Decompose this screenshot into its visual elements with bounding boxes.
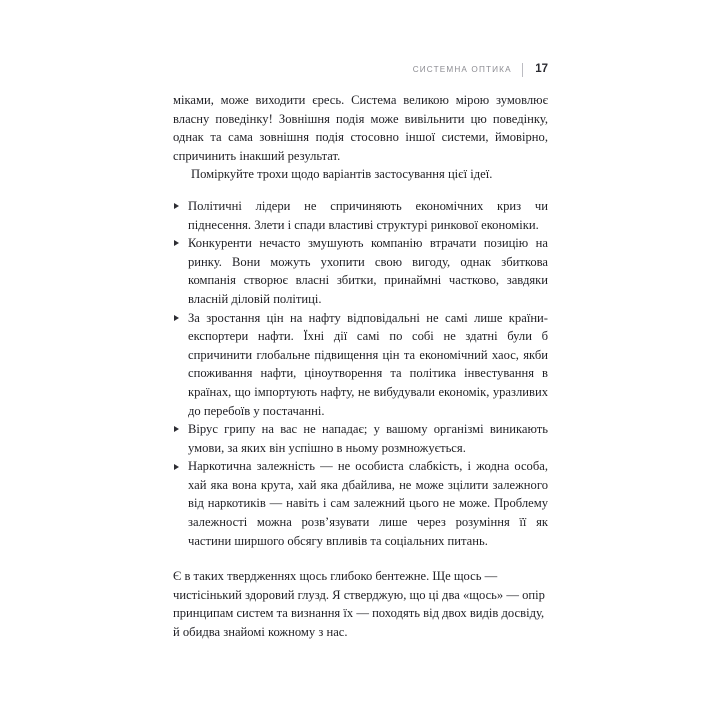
list-item (173, 197, 548, 234)
triangle-right-bullet-icon (174, 203, 179, 209)
page-number: 17 (535, 63, 548, 76)
running-head (173, 62, 548, 78)
paragraph-consider: Поміркуйте трохи щодо варіантів застосування цієї ідеї. (191, 167, 493, 182)
bullet-list (173, 197, 548, 550)
triangle-right-bullet-icon (174, 315, 179, 321)
list-item-text: Конкуренти нечасто змушують компанію втрачати позицію на ринку. Вони можуть ухопити свою вигоду, однак збиткова компанія створює власні збитки, принаймні частково, завдяки власній діловій політиці. (188, 236, 548, 306)
list-item (173, 420, 548, 457)
list-item (173, 309, 548, 421)
text-block (173, 91, 548, 642)
paragraph-closing: Є в таких твердженнях щось глибоко бентежне. Ще щось — чистісінький здоровий глузд. Я стверджую, що ці два «щось» — опір принципам систем та визнання їх — походять від двох видів досвіду, й обидва знайомі кожному з нас. (173, 569, 545, 640)
triangle-right-bullet-icon (174, 426, 179, 432)
list-item (173, 234, 548, 308)
list-item-text: Вірус грипу на вас не нападає; у вашому організмі виникають умови, за яких він успішно в ньому розмножується. (188, 422, 548, 455)
spacer-after-list (173, 550, 548, 567)
triangle-right-bullet-icon (174, 464, 179, 470)
paragraph-continued: міками, може виходити єресь. Система великою мірою зумовлює власну поведінку! Зовнішня подія може вивільнити цю поведінку, однак та сама зовнішня подія стосовно іншої системи, ймовірно, спричинить інакший результат. (173, 93, 548, 163)
running-head-title: СИСТЕМНА ОПТИКА (412, 64, 512, 74)
running-head-divider (522, 63, 523, 77)
triangle-right-bullet-icon (174, 240, 179, 246)
list-item-text: Політичні лідери не спричиняють економічних криз чи піднесення. Злети і спади властиві структурі ринкової економіки. (188, 198, 548, 232)
spacer-before-list (173, 184, 548, 197)
list-item (173, 457, 548, 550)
list-item-text: Наркотична залежність — не особиста слабкість, і жодна особа, хай яка вона крута, хай яка дбайлива, не може зцілити залежного від наркотиків — навіть і сам залежний цього не може. Проблему залежності можна розв’язувати лише через розуміння її як частини ширшого обсягу впливів та соціальних питань. (188, 459, 548, 548)
list-item-text: За зростання цін на нафту відповідальні не самі лише країни-експортери нафти. Їхні дії самі по собі не здатні були б спричинити глобальне підвищення цін та економічний хаос, якби споживання нафти, ціноутворення та політика інвестування в країнах, що імпортують нафту, не вибудували економік, уразливих до перебоїв у постачанні. (188, 310, 548, 418)
